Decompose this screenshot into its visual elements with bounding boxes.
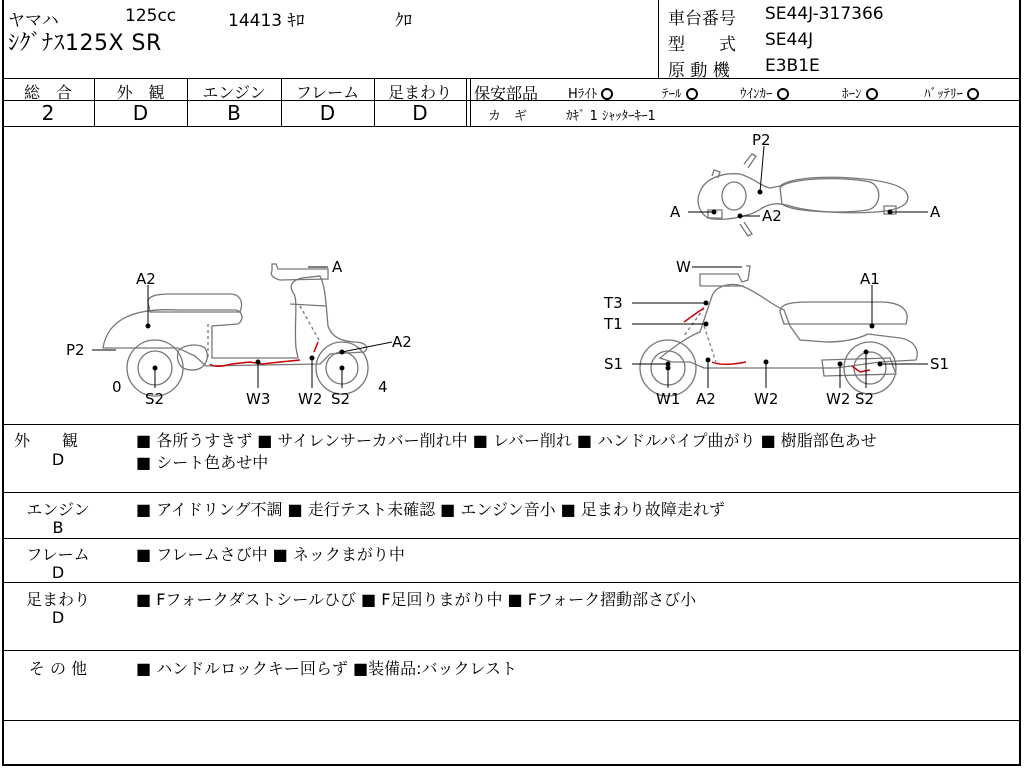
- section-frame-grade: D: [51, 563, 65, 582]
- diag-label: S1: [604, 355, 624, 373]
- diag-label: S2: [331, 390, 351, 408]
- model-label: 型 式: [668, 35, 736, 55]
- diag-label: A1: [860, 270, 880, 288]
- ok-mark-icon: [686, 88, 698, 100]
- diag-label: W2: [754, 390, 779, 408]
- section-engine-label: エンジン: [26, 500, 90, 519]
- safety-parts-label: 保安部品: [474, 84, 539, 103]
- diag-label: W2: [298, 390, 323, 408]
- grade-label-suspension: 足まわり: [387, 83, 452, 102]
- section-frame-line: ■ フレームさび中 ■ ネックまがり中: [136, 545, 405, 564]
- frame-no-value: SE44J-317366: [765, 4, 884, 24]
- diag-label: W3: [246, 390, 271, 408]
- ok-mark-icon: [967, 88, 979, 100]
- diag-label: S2: [145, 390, 165, 408]
- diag-label: W1: [656, 390, 681, 408]
- model-value: SE44J: [765, 30, 814, 50]
- diag-label: W2: [826, 390, 851, 408]
- section-exterior-line: ■ 各所うすきず ■ サイレンサーカバー削れ中 ■ レバー削れ ■ ハンドルパイプ曲がり ■ 樹脂部色あせ: [136, 431, 877, 450]
- divider-line: [2, 582, 1021, 583]
- diag-label: T3: [604, 294, 623, 312]
- displacement: 125cc: [125, 6, 177, 26]
- safety-item-headlight: Hﾗｲﾄ: [568, 83, 613, 102]
- divider-line: [2, 720, 1021, 721]
- divider-line: [2, 492, 1021, 493]
- diag-label: 0: [112, 378, 122, 396]
- diag-label: A2: [136, 270, 156, 288]
- diag-label: A: [332, 258, 343, 276]
- grade-value-frame: D: [319, 101, 336, 125]
- ok-mark-icon: [601, 88, 613, 100]
- grade-value-engine: B: [227, 101, 241, 125]
- diag-label: T1: [604, 315, 623, 333]
- model-name: ｼｸﾞﾅｽ125X SR: [8, 31, 162, 56]
- grade-value-overall: 2: [41, 101, 55, 125]
- divider-line: [2, 650, 1021, 651]
- diag-label: S1: [930, 355, 950, 373]
- safety-item-battery: ﾊﾞｯﾃﾘｰ: [924, 83, 979, 102]
- section-exterior-label: 外 観: [13, 431, 78, 450]
- safety-item-winker: ｳｲﾝｶｰ: [740, 83, 789, 102]
- diag-label: P2: [66, 341, 85, 359]
- engine-value: E3B1E: [765, 56, 820, 76]
- mileage: 14413 ｷﾛ: [228, 11, 305, 31]
- grade-label-exterior: 外 観: [116, 83, 165, 102]
- safety-item-horn: ﾎｰﾝ: [842, 83, 878, 102]
- key-value: ｶｷﾞ 1 ｼｬｯﾀｰｷｰ1: [566, 109, 656, 124]
- section-suspension-grade: D: [51, 608, 65, 627]
- grade-label-engine: エンジン: [202, 83, 266, 102]
- section-frame-label: フレーム: [26, 545, 90, 564]
- section-engine-line: ■ アイドリング不調 ■ 走行テスト未確認 ■ エンジン音小 ■ 足まわり故障走れず: [136, 500, 725, 519]
- divider-line: [2, 78, 1021, 79]
- divider-line: [2, 424, 1021, 425]
- diag-label: S2: [855, 390, 875, 408]
- grade-divider: [466, 78, 467, 126]
- diag-label: A2: [392, 333, 412, 351]
- engine-label: 原 動 機: [668, 61, 730, 81]
- section-engine-grade: B: [52, 518, 64, 537]
- divider-line: [2, 538, 1021, 539]
- section-suspension-label: 足まわり: [25, 590, 90, 609]
- diag-label: W: [676, 258, 691, 276]
- section-suspension-line: ■ Fフォークダストシールひび ■ F足回りまがり中 ■ Fフォーク摺動部さび小: [136, 590, 697, 609]
- diag-label: A2: [696, 390, 716, 408]
- section-other-label: そ の 他: [28, 659, 88, 678]
- section-other-line: ■ ハンドルロックキー回らず ■装備品:バックレスト: [136, 659, 517, 678]
- diag-label: 4: [378, 378, 388, 396]
- grade-label-frame: フレーム: [295, 83, 360, 102]
- grade-divider: [470, 78, 471, 126]
- key-label: カ ギ: [488, 109, 528, 124]
- header-divider: [658, 0, 659, 78]
- diag-label: A: [670, 203, 681, 221]
- section-exterior-line: ■ シート色あせ中: [136, 453, 269, 472]
- grade-value-suspension: D: [412, 101, 428, 125]
- frame-no-label: 車台番号: [668, 9, 736, 29]
- diag-label: A2: [762, 207, 782, 225]
- ok-mark-icon: [866, 88, 878, 100]
- ok-mark-icon: [777, 88, 789, 100]
- diag-label: P2: [752, 131, 771, 149]
- grade-label-overall: 総 合: [23, 83, 72, 102]
- section-exterior-grade: D: [51, 450, 65, 469]
- damage-diagram: [0, 126, 1024, 424]
- safety-item-tail: ﾃｰﾙ: [662, 83, 698, 102]
- damage-marks: [210, 308, 870, 372]
- grade-value-exterior: D: [132, 101, 149, 125]
- color: ｸﾛ: [395, 11, 412, 31]
- maker: ヤマハ: [8, 11, 59, 31]
- diag-label: A: [930, 203, 941, 221]
- scooter-top-view: [698, 154, 908, 236]
